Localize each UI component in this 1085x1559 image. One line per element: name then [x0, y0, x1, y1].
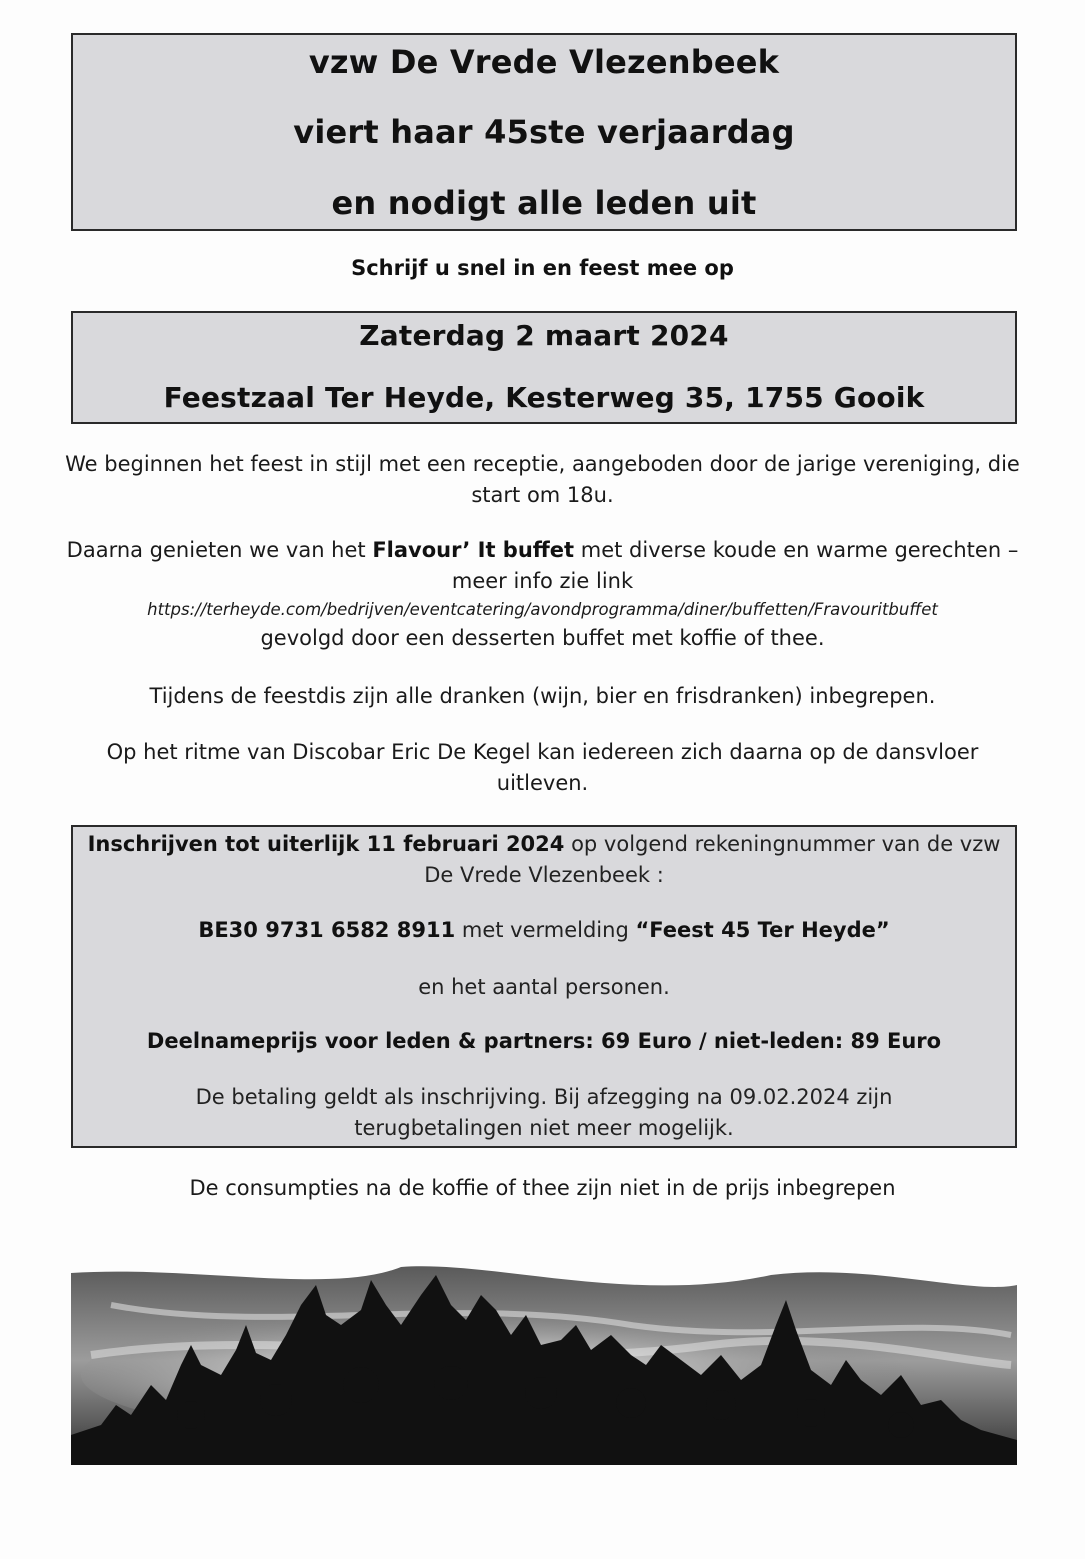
footer-note: De consumpties na de koffie of thee zijn niet in de prijs inbegrepen: [189, 1176, 896, 1200]
payment-reference: “Feest 45 Ter Heyde”: [635, 918, 890, 942]
subheading: Schrijf u snel in en feest mee op: [351, 256, 734, 280]
header-anniversary: viert haar 45ste verjaardag: [293, 113, 795, 151]
header-invitation: en nodigt alle leden uit: [331, 184, 757, 222]
dessert-text: gevolgd door een desserten buffet met koffie of thee.: [260, 626, 825, 650]
event-box: [71, 311, 1017, 424]
account-line: [83, 915, 1005, 946]
price-line: Deelnameprijs voor leden & partners: 69 Euro / niet-leden: 89 Euro: [146, 1029, 942, 1053]
account-mid-text: met vermelding: [455, 918, 636, 942]
header-title: vzw De Vrede Vlezenbeek: [308, 43, 780, 81]
buffet-name: Flavour’ It buffet: [372, 538, 575, 562]
disco-paragraph: Op het ritme van Discobar Eric De Kegel kan iedereen zich daarna op de dansvloer uitleven.: [106, 740, 979, 795]
registration-deadline: [83, 829, 1005, 891]
event-date: Zaterdag 2 maart 2024: [359, 319, 729, 352]
buffet-paragraph: [60, 535, 1025, 654]
header-box: [71, 33, 1017, 231]
buffet-link[interactable]: https://terheyde.com/bedrijven/eventcatering/avondprogramma/diner/buffetten/Fravouritbuffet: [147, 600, 938, 619]
registration-box: [71, 825, 1017, 1148]
payment-note: De betaling geldt als inschrijving. Bij afzegging na 09.02.2024 zijn terugbetalingen niet meer mogelijk.: [195, 1085, 893, 1140]
event-venue: Feestzaal Ter Heyde, Kesterweg 35, 1755 Gooik: [163, 381, 925, 414]
persons-line: en het aantal personen.: [418, 975, 670, 999]
drinks-paragraph: Tijdens de feestdis zijn alle dranken (wijn, bier en frisdranken) inbegrepen.: [149, 684, 936, 708]
buffet-text-post: met diverse koude en warme gerechten – meer info zie link: [451, 538, 1019, 593]
account-number: BE30 9731 6582 8911: [198, 918, 456, 942]
crowd-silhouette-image: [71, 1265, 1017, 1465]
reception-paragraph: We beginnen het feest in stijl met een receptie, aangeboden door de jarige vereniging, die start om 18u.: [65, 452, 1020, 507]
deadline-text: op volgend rekeningnummer van de vzw De Vrede Vlezenbeek :: [424, 832, 1001, 887]
deadline-date: Inschrijven tot uiterlijk 11 februari 2024: [87, 832, 565, 856]
buffet-text-pre: Daarna genieten we van het: [66, 538, 373, 562]
